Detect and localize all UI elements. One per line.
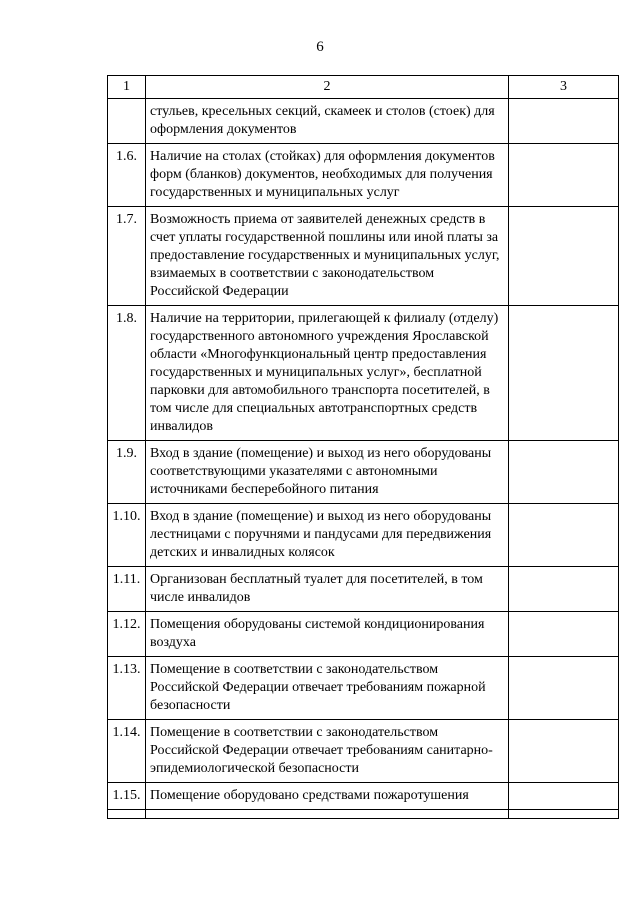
row-number: 1.14.: [108, 720, 146, 783]
row-number: [108, 99, 146, 144]
row-value-cell[interactable]: [509, 99, 619, 144]
row-value-cell[interactable]: [509, 306, 619, 441]
table-row: [108, 810, 619, 819]
table-row: [108, 783, 619, 810]
row-criterion-text: Вход в здание (помещение) и выход из него оборудованы соответствующими указателями с автономными источниками бесперебойного питания: [146, 441, 509, 504]
table-row: [108, 99, 619, 144]
row-criterion-text: Помещение оборудовано средствами пожаротушения: [146, 783, 509, 810]
table-row: [108, 441, 619, 504]
row-value-cell[interactable]: [509, 612, 619, 657]
row-criterion-text: Помещение в соответствии с законодательством Российской Федерации отвечает требованиям пожарной безопасности: [146, 657, 509, 720]
header-cell-value: 3: [509, 76, 619, 99]
row-number: 1.11.: [108, 567, 146, 612]
row-criterion-text: Вход в здание (помещение) и выход из него оборудованы лестницами с поручнями и пандусами для передвижения детских и инвалидных колясок: [146, 504, 509, 567]
row-criterion-text: стульев, кресельных секций, скамеек и столов (стоек) для оформления документов: [146, 99, 509, 144]
row-value-cell[interactable]: [509, 207, 619, 306]
table-row: [108, 567, 619, 612]
row-criterion-text: Наличие на территории, прилегающей к филиалу (отделу) государственного автономного учреждения Ярославской области «Многофункциональный центр предоставления государственных и муниципальных услуг», бесплатной парковки для автомобильного транспорта посетителей, в том числе для специальных автотранспортных средств инвалидов: [146, 306, 509, 441]
header-cell-number: 1: [108, 76, 146, 99]
row-criterion-text: Организован бесплатный туалет для посетителей, в том числе инвалидов: [146, 567, 509, 612]
table-row: [108, 144, 619, 207]
row-value-cell[interactable]: [509, 441, 619, 504]
header-cell-criterion: 2: [146, 76, 509, 99]
row-value-cell[interactable]: [509, 567, 619, 612]
row-number: 1.10.: [108, 504, 146, 567]
row-number: 1.12.: [108, 612, 146, 657]
table-row: [108, 207, 619, 306]
table-row: [108, 720, 619, 783]
row-criterion-text: Наличие на столах (стойках) для оформления документов форм (бланков) документов, необходимых для получения государственных и муниципальных услуг: [146, 144, 509, 207]
table-row: [108, 657, 619, 720]
row-number: 1.9.: [108, 441, 146, 504]
row-criterion-text: Возможность приема от заявителей денежных средств в счет уплаты государственной пошлины или иной платы за предоставление государственных и муниципальных услуг, взимаемых в соответствии с законодательством Российской Федерации: [146, 207, 509, 306]
row-number: 1.13.: [108, 657, 146, 720]
row-number: 1.15.: [108, 783, 146, 810]
criteria-table: [107, 75, 619, 819]
row-number: 1.8.: [108, 306, 146, 441]
row-criterion-text: [146, 810, 509, 819]
row-number: 1.6.: [108, 144, 146, 207]
row-value-cell[interactable]: [509, 720, 619, 783]
row-value-cell[interactable]: [509, 504, 619, 567]
row-value-cell[interactable]: [509, 657, 619, 720]
row-number: [108, 810, 146, 819]
row-value-cell[interactable]: [509, 810, 619, 819]
row-criterion-text: Помещение в соответствии с законодательством Российской Федерации отвечает требованиям санитарно-эпидемиологической безопасности: [146, 720, 509, 783]
page-number: 6: [316, 39, 324, 55]
table-row: [108, 612, 619, 657]
table-row: [108, 306, 619, 441]
row-criterion-text: Помещения оборудованы системой кондиционирования воздуха: [146, 612, 509, 657]
table-row: [108, 504, 619, 567]
row-value-cell[interactable]: [509, 783, 619, 810]
row-value-cell[interactable]: [509, 144, 619, 207]
row-number: 1.7.: [108, 207, 146, 306]
table-header-row: [108, 76, 619, 99]
